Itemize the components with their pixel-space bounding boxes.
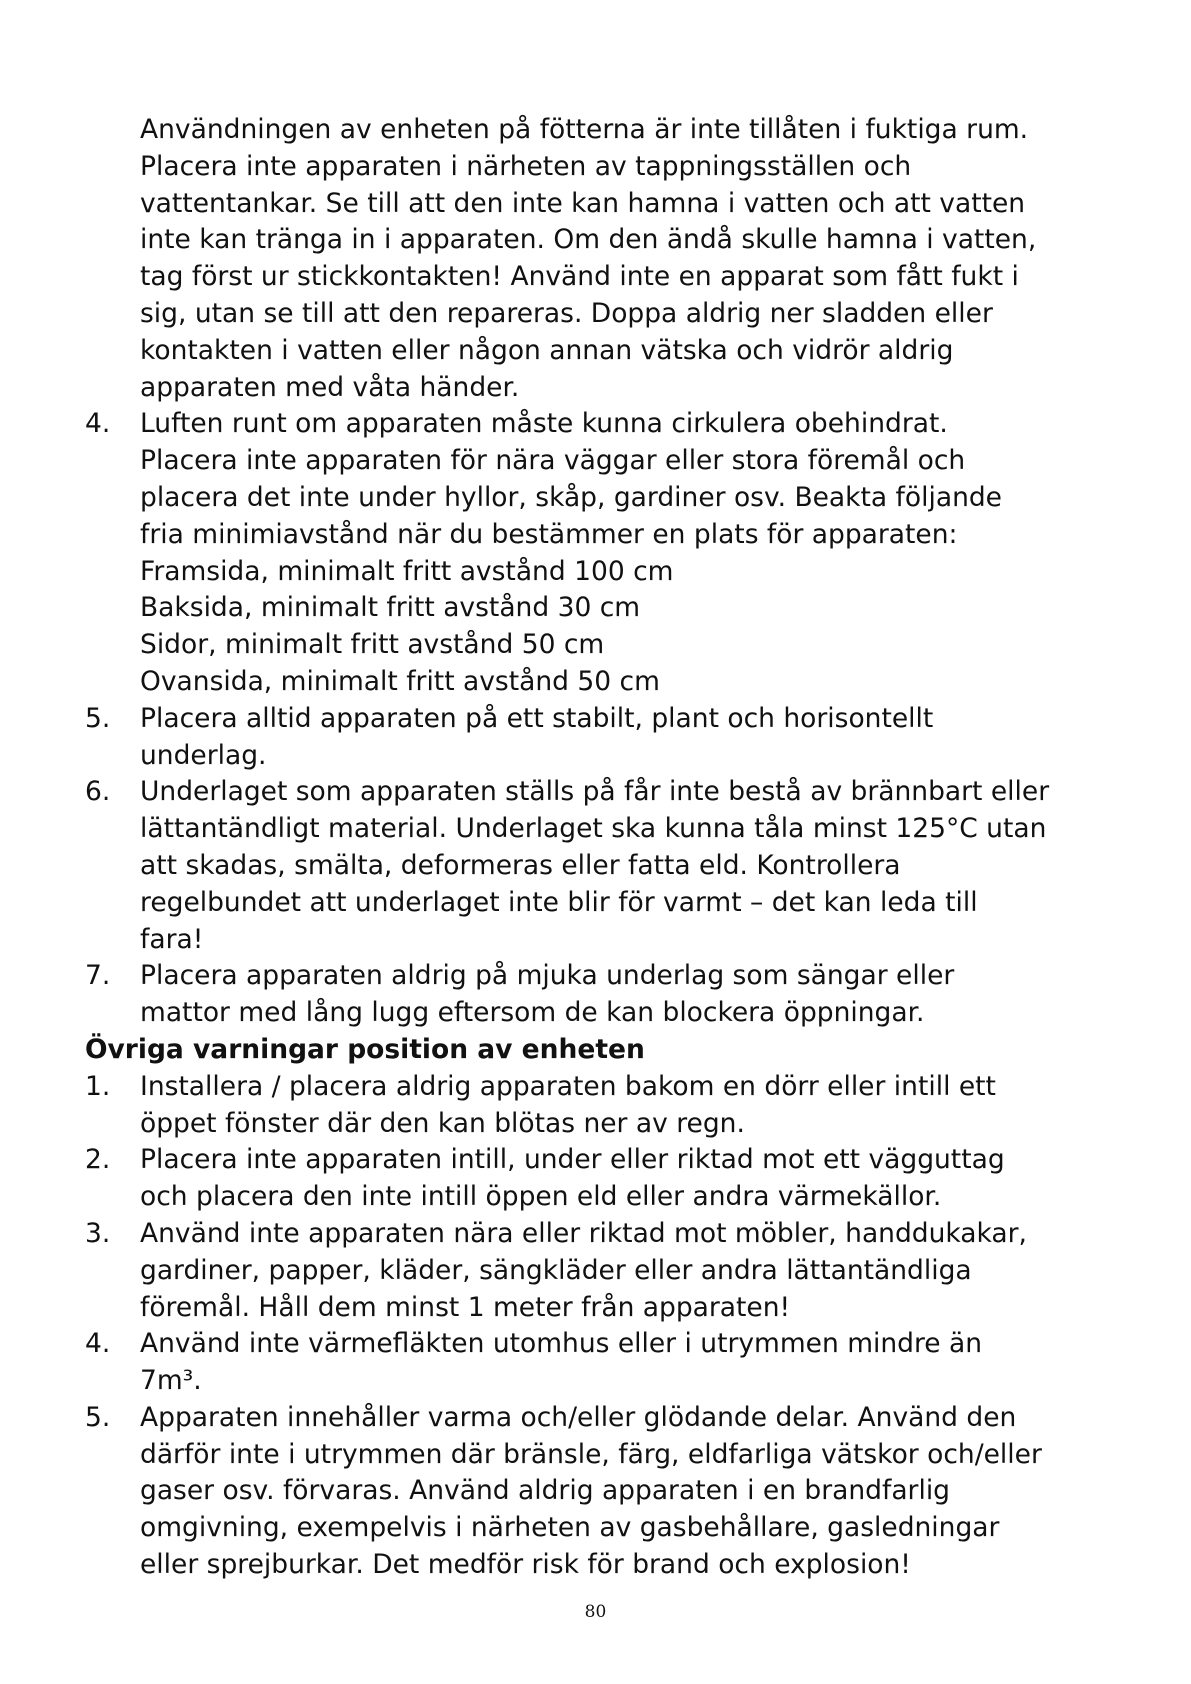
list-item [85,1400,1125,1584]
text-line: Placera inte apparaten i närheten av tappningsställen och [140,150,912,182]
text-line: att skadas, smälta, deformeras eller fatta eld. Kontrollera [140,849,901,881]
intro-paragraph [85,112,1125,406]
text-line: placera det inte under hyllor, skåp, gardiner osv. Beakta följande [140,481,1002,513]
text-line: och placera den inte intill öppen eld eller andra värmekällor. [140,1181,942,1213]
list-item [85,1142,1125,1216]
text-line: kontakten i vatten eller någon annan vätska och vidrör aldrig [140,334,954,366]
list-item [85,1216,1125,1326]
text-line: gardiner, papper, kläder, sängkläder eller andra lättantändliga [140,1254,972,1286]
list-item [85,774,1125,958]
text-line: Framsida, minimalt fritt avstånd 100 cm [140,555,674,587]
list-number: 5. [85,1401,111,1433]
text-line: inte kan tränga in i apparaten. Om den ändå skulle hamna i vatten, [140,224,1037,256]
list-item [85,958,1125,1032]
page-content [85,112,1125,1584]
text-line: därför inte i utrymmen där bränsle, färg, eldfarliga vätskor och/eller [140,1438,1042,1470]
text-line: Baksida, minimalt fritt avstånd 30 cm [140,592,641,624]
list-number: 1. [85,1070,111,1102]
page-number: 80 [584,1602,607,1622]
text-line: vattentankar. Se till att den inte kan hamna i vatten och att vatten [140,187,1026,219]
text-line: gaser osv. förvaras. Använd aldrig apparaten i en brandfarlig [140,1475,950,1507]
list-number: 2. [85,1144,111,1176]
section-heading: Övriga varningar position av enheten [85,1033,645,1065]
text-line: Placera inte apparaten intill, under eller riktad mot ett vägguttag [140,1144,1005,1176]
text-line: apparaten med våta händer. [140,371,520,403]
text-line: föremål. Håll dem minst 1 meter från apparaten! [140,1291,791,1323]
text-line: Luften runt om apparaten måste kunna cirkulera obehindrat. [140,408,948,440]
list-item [85,701,1125,775]
text-line: underlag. [140,739,267,771]
text-line: Apparaten innehåller varma och/eller glödande delar. Använd den [140,1401,1017,1433]
text-line: Använd inte apparaten nära eller riktad mot möbler, handdukakar, [140,1217,1027,1249]
text-line: sig, utan se till att den repareras. Doppa aldrig ner sladden eller [140,297,993,329]
list-item [85,1326,1125,1400]
text-line: Sidor, minimalt fritt avstånd 50 cm [140,629,605,661]
text-line: regelbundet att underlaget inte blir för varmt – det kan leda till [140,886,978,918]
text-line: Installera / placera aldrig apparaten bakom en dörr eller intill ett [140,1070,996,1102]
text-line: Placera inte apparaten för nära väggar eller stora föremål och [140,445,966,477]
text-line: fara! [140,923,204,955]
list-item [85,1069,1125,1143]
text-line: eller sprejburkar. Det medför risk för brand och explosion! [140,1549,911,1581]
text-line: lättantändligt material. Underlaget ska kunna tåla minst 125°C utan [140,813,1047,845]
text-line: Ovansida, minimalt fritt avstånd 50 cm [140,665,660,697]
text-line: mattor med lång lugg eftersom de kan blockera öppningar. [140,997,925,1029]
text-line: Placera alltid apparaten på ett stabilt, plant och horisontellt [140,702,934,734]
text-line: Använd inte värmefläkten utomhus eller i utrymmen mindre än [140,1328,983,1360]
text-line: Placera apparaten aldrig på mjuka underlag som sängar eller [140,960,955,992]
list-number: 6. [85,776,111,808]
text-line: fria minimiavstånd när du bestämmer en plats för apparaten: [140,518,958,550]
list-number: 4. [85,408,111,440]
list-item [85,406,1125,700]
text-line: 7m³. [140,1365,202,1397]
list-number: 4. [85,1328,111,1360]
text-line: Användningen av enheten på fötterna är inte tillåten i fuktiga rum. [140,114,1029,145]
list-number: 7. [85,960,111,992]
text-line: öppet fönster där den kan blötas ner av regn. [140,1107,745,1139]
list-number: 5. [85,702,111,734]
text-line: omgivning, exempelvis i närheten av gasbehållare, gasledningar [140,1512,1000,1544]
text-line: Underlaget som apparaten ställs på får inte bestå av brännbart eller [140,776,1050,808]
list-number: 3. [85,1217,111,1249]
text-line: tag först ur stickkontakten! Använd inte en apparat som fått fukt i [140,261,1019,293]
